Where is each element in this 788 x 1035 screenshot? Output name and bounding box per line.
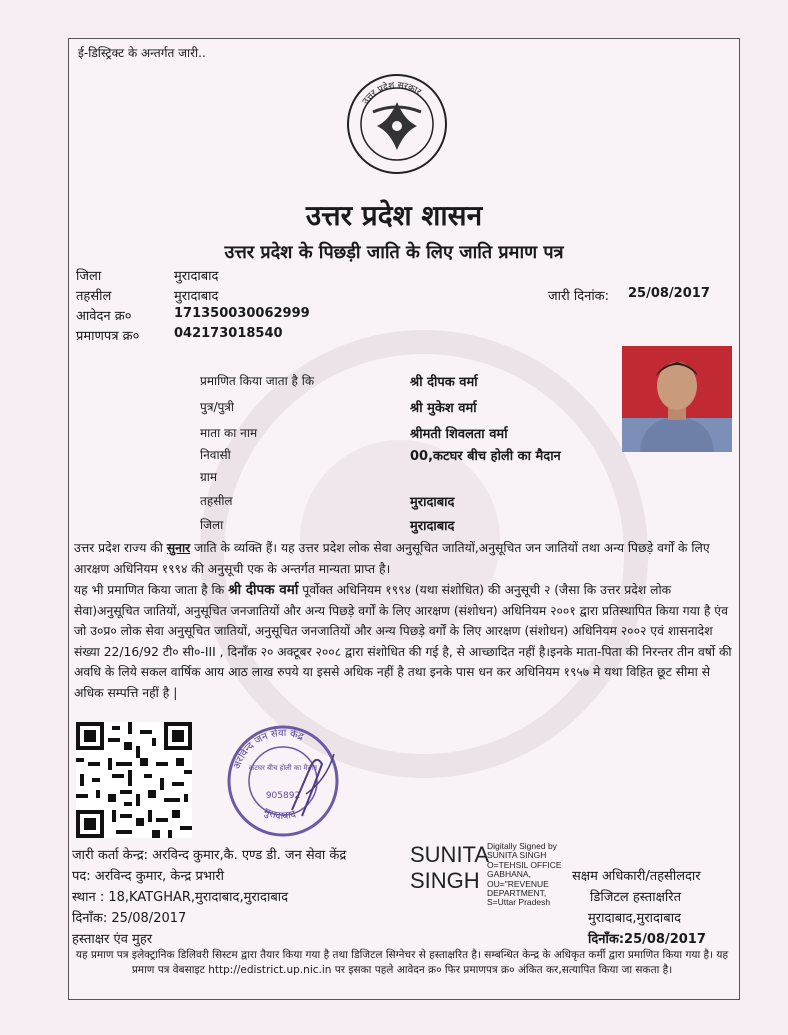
digital-signer-name: SUNITA SINGH [410,842,490,893]
authority-title: सक्षम अधिकारी/तहसीलदार [572,869,701,884]
application-no-value: 171350030062999 [174,306,310,321]
digital-signature-details: Digitally Signed by SUNITA SINGH O=TEHSIL OFFICE GABHANA, OU="REVENUE DEPARTMENT, S=Uttar Pradesh [487,841,562,908]
footer-note: यह प्रमाण पत्र इलेक्ट्रानिक डिलिवरी सिस्टम द्वारा तैयार किया गया है तथा डिजिटल सिग्नेचर से हस्ताक्षरित है। सम्बन्धित केन्द्र के अधिकृत कर्मी द्वारा प्रमाणित किया गया है। यह प्रमाण पत्र वेबसाइट http://edistrict.up.nic.in पर इसका पहले आवेदन क्र० फिर प्रमाणपत्र क्र० अंकित कर,सत्यापित किया जा सकता है। [75,949,729,976]
page-title: उत्तर प्रदेश शासन [305,199,483,232]
mother-name: श्रीमती शिवलता वर्मा [410,427,508,442]
father-name: श्री मुकेश वर्मा [410,401,477,416]
certificate-subtitle: उत्तर प्रदेश के पिछड़ी जाति के लिए जाति प्रमाण पत्र [224,242,564,263]
applicant-photo [622,346,732,452]
up-emblem-icon [345,72,449,176]
issue-date-value: 25/08/2017 [628,286,710,301]
certificate-no-label: प्रमाणपत्र क्र० [76,329,140,344]
svg-text:मुरादाबाद: मुरादाबाद [261,806,298,823]
authority-date: दिनाँक:25/08/2017 [588,932,706,947]
tehsil-value: मुरादाबाद [174,289,219,304]
certification-paragraph: यह भी प्रमाणित किया जाता है कि श्री दीपक वर्मा पूर्वोक्त अधिनियम १९९४ (यथा संशोधित) की अनुसूची २ (जैसा कि उत्तर प्रदेश लोक सेवा)अनुसूचित जातियों, अनुसूचित जनजातियों और अन्य पिछड़े वर्गों के लिए आरक्षण (संशोधन) अधिनियम २००१ द्वारा प्रतिस्थापित किया गया है एंव जो उ०प्र० लोक सेवा अनुसूचित जातियों, अनुसूचित जनजातियों और अन्य पिछड़े वर्गों के लिए आरक्षण (संशोधन) अधिनियम २००२ एवं शासनादेश संख्या 22/16/92 टी० सी०-III , दिनाँक २० अक्टूबर २००८ द्वारा संशोधित की गई है, से आच्छादित नहीं है।इनके माता-पिता की निरन्तर तीन वर्षो की अवधि के लिये सकल वार्षिक आय आठ लाख रुपये या इससे अधिक नहीं है तथा इनके पास धन कर अधिनियम १९५७ मे यथा विहित छूट सीमा से अधिक सम्पत्ति नहीं है | [74,582,732,700]
issuer-post: पद: अरविन्द कुमार, केन्द्र प्रभारी [72,869,225,884]
parent-label: पुत्र/पुत्री [200,400,235,414]
caste-paragraph: उत्तर प्रदेश राज्य की सुनार जाति के व्यक्ति हैं। यह उत्तर प्रदेश लोक सेवा अनुसूचित जातियों,अनुसूचित जन जातियों तथा अन्य पिछड़े वर्गों के लिए आरक्षण अधिनियम १९९४ की अनुसूची एक के अन्तर्गत मान्यता प्राप्त है। [74,541,710,576]
issuer-date: दिनाँक: 25/08/2017 [72,911,187,926]
tehsil-label: तहसील [76,289,112,304]
person-tehsil-label: तहसील [200,494,233,508]
certified-name: श्री दीपक वर्मा [228,582,299,598]
authority-place: मुरादाबाद,मुरादाबाद [588,911,681,926]
seal-stamp [226,724,340,838]
certify-label: प्रमाणित किया जाता है कि [200,374,315,388]
person-tehsil-value: मुरादाबाद [410,495,455,510]
emblem-text: उत्तर प्रदेश सरकार [360,80,423,107]
district-label: जिला [76,269,102,284]
issuing-center: जारी कर्ता केन्द्र: अरविन्द कुमार,कै. एण्ड डी. जन सेवा केंद्र [72,848,347,863]
qr-code [76,722,192,838]
issuer-place: स्थान : 18,KATGHAR,मुरादाबाद,मुरादाबाद [72,890,289,905]
village-label: ग्राम [200,470,218,484]
svg-text:905892: 905892 [265,791,301,801]
issued-under-note: ई-डिस्ट्रिक्ट के अन्तर्गत जारी.. [78,46,206,60]
resident-label: निवासी [200,448,231,462]
applicant-name: श्री दीपक वर्मा [410,375,478,390]
svg-text:अरविन्द जन सेवा केंद्र: अरविन्द जन सेवा केंद्र [231,727,305,771]
caste-name: सुनार [166,541,191,555]
resident-value: 00,कटघर बीच होली का मैदान [410,449,561,464]
certificate-no-value: 042173018540 [174,326,283,341]
person-district-value: मुरादाबाद [410,519,455,534]
application-no-label: आवेदन क्र० [76,309,132,324]
signature-and-seal-label: हस्ताक्षर एंव मुहर [72,932,153,947]
seal-icon [226,724,340,838]
issue-date-label: जारी दिनांक: [548,289,610,304]
mother-label: माता का नाम [200,426,258,440]
person-district-label: जिला [200,518,224,532]
district-value: मुरादाबाद [174,269,219,284]
svg-text:कटघर बीच होली का मैदान: कटघर बीच होली का मैदान [249,764,317,772]
digitally-signed-label: डिजिटल हस्ताक्षरित [590,890,681,905]
